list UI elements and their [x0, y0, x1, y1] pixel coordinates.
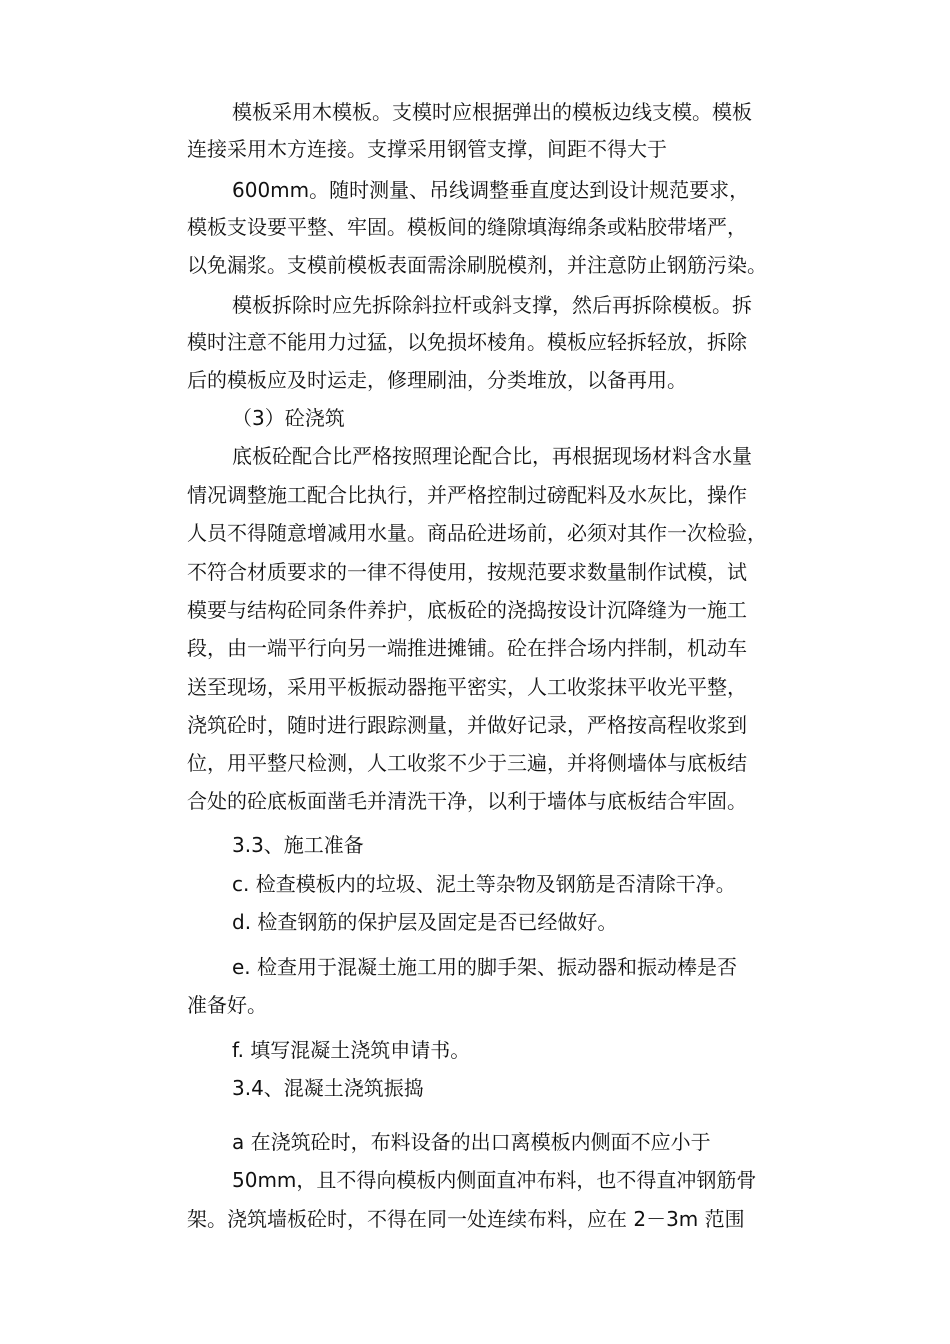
section-heading: 3.3、施工准备 — [232, 833, 364, 857]
text-line: 浇筑砼时，随时进行跟踪测量，并做好记录，严格按高程收浆到 — [187, 713, 747, 737]
text-line: 不符合材质要求的一律不得使用，按规范要求数量制作试模，试 — [187, 560, 747, 584]
text-line: 架。浇筑墙板砼时，不得在同一处连续布料，应在 2－3m 范围 — [187, 1207, 745, 1231]
text-line: 模要与结构砼同条件养护，底板砼的浇捣按设计沉降缝为一施工 — [187, 598, 747, 622]
text-line: 600mm。随时测量、吊线调整垂直度达到设计规范要求， — [232, 178, 750, 202]
text-line: 底板砼配合比严格按照理论配合比，再根据现场材料含水量 — [232, 444, 752, 468]
text-line: 模时注意不能用力过猛，以免损坏棱角。模板应轻拆轻放，拆除 — [187, 330, 747, 354]
text-line: 模板采用木模板。支模时应根据弹出的模板边线支模。模板 — [232, 100, 752, 124]
list-item: a 在浇筑砼时，布料设备的出口离模板内侧面不应小于 — [232, 1130, 711, 1154]
list-item: d. 检查钢筋的保护层及固定是否已经做好。 — [232, 910, 618, 934]
text-line: 位，用平整尺检测，人工收浆不少于三遍，并将侧墙体与底板结 — [187, 751, 747, 775]
text-line: 模板拆除时应先拆除斜拉杆或斜支撑，然后再拆除模板。拆 — [232, 293, 752, 317]
text-line: 后的模板应及时运走，修理刷油，分类堆放，以备再用。 — [187, 368, 687, 392]
text-line: 人员不得随意增减用水量。商品砼进场前，必须对其作一次检验， — [187, 521, 767, 545]
text-line: 以免漏浆。支模前模板表面需涂刷脱模剂，并注意防止钢筋污染。 — [187, 253, 767, 277]
text-line: 50mm，且不得向模板内侧面直冲布料，也不得直冲钢筋骨 — [232, 1168, 757, 1192]
list-item: c. 检查模板内的垃圾、泥土等杂物及钢筋是否清除干净。 — [232, 872, 736, 896]
text-line: 合处的砼底板面凿毛并清洗干净，以利于墙体与底板结合牢固。 — [187, 789, 747, 813]
text-line: 段，由一端平行向另一端推进摊铺。砼在拌合场内拌制，机动车 — [187, 636, 747, 660]
section-heading: 3.4、混凝土浇筑振捣 — [232, 1076, 424, 1100]
text-line: 模板支设要平整、牢固。模板间的缝隙填海绵条或粘胶带堵严， — [187, 215, 747, 239]
text-line: 情况调整施工配合比执行，并严格控制过磅配料及水灰比，操作 — [187, 483, 747, 507]
list-item: e. 检查用于混凝土施工用的脚手架、振动器和振动棒是否 — [232, 955, 738, 979]
text-line: 连接采用木方连接。支撑采用钢管支撑，间距不得大于 — [187, 137, 667, 161]
text-line: 准备好。 — [187, 993, 267, 1017]
section-heading: （3）砼浇筑 — [232, 406, 345, 430]
text-line: 送至现场，采用平板振动器拖平密实，人工收浆抹平收光平整， — [187, 675, 747, 699]
list-item: f. 填写混凝土浇筑申请书。 — [232, 1038, 471, 1062]
